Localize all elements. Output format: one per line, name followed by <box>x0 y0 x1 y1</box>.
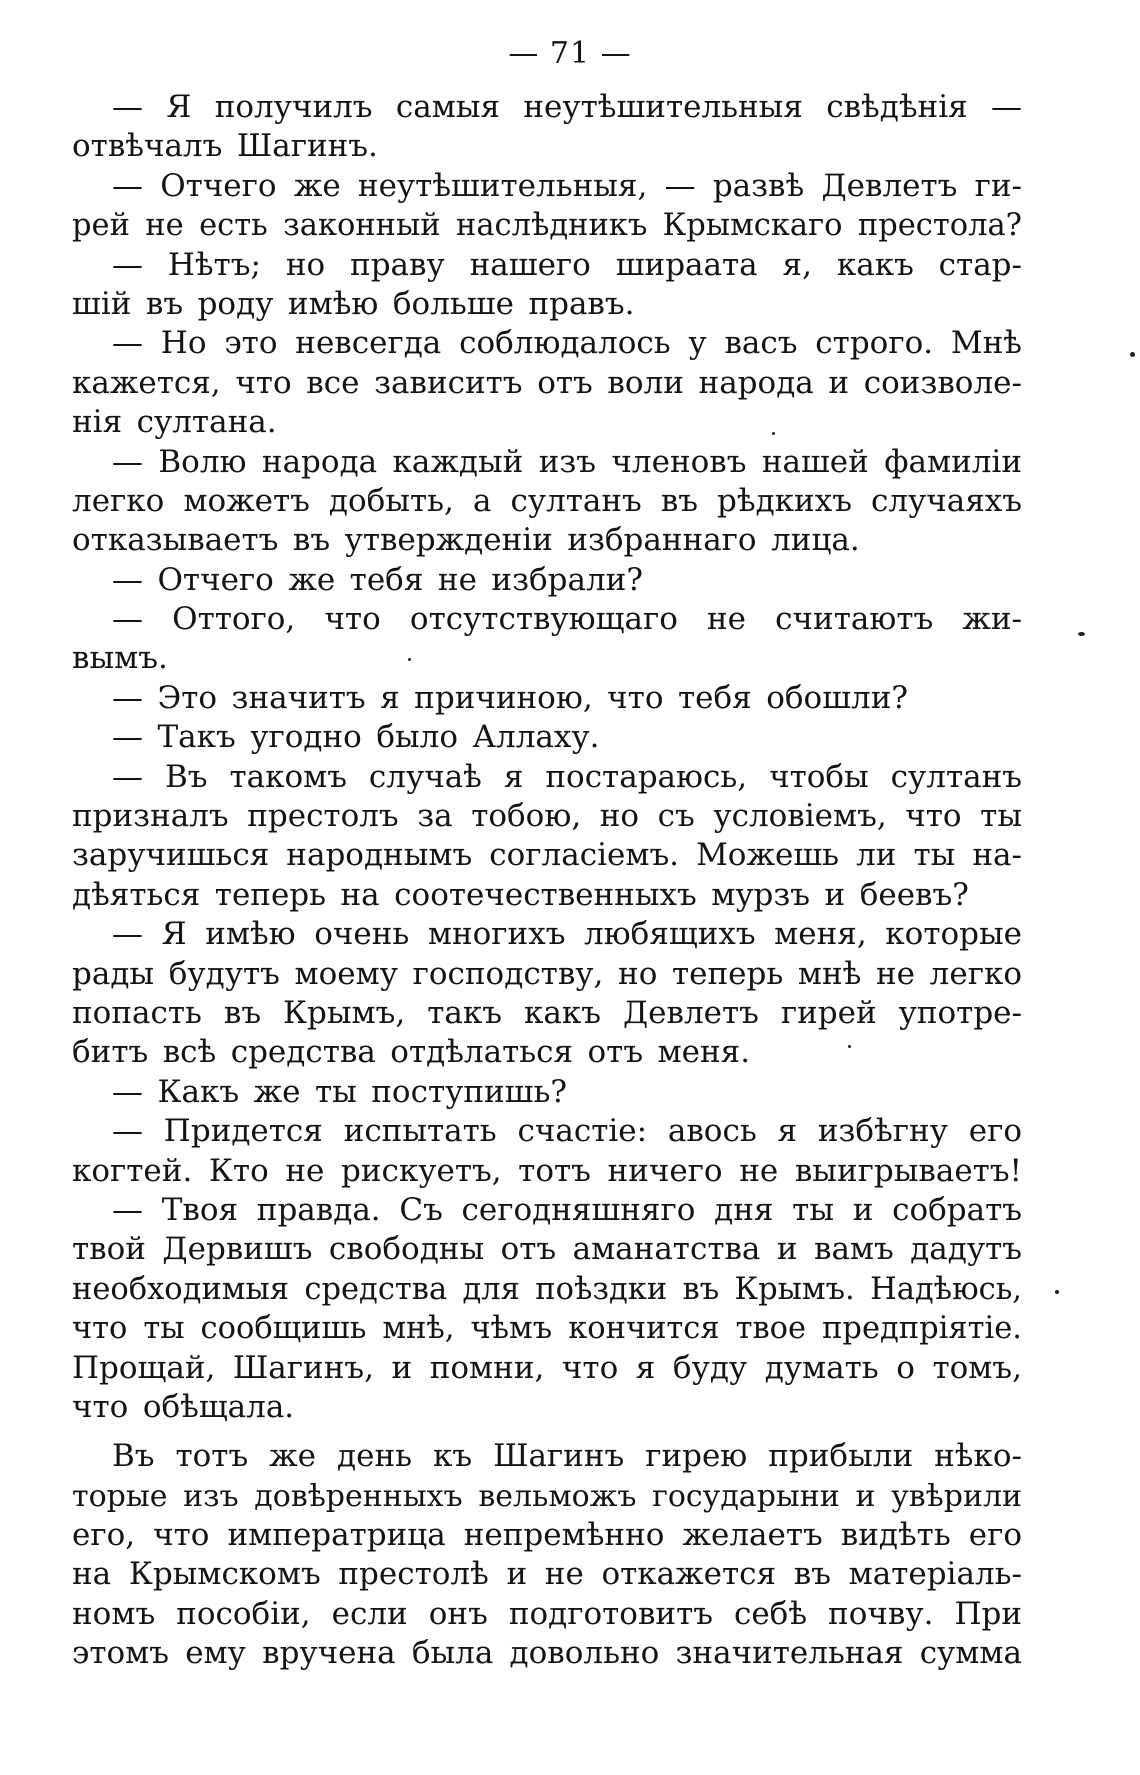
scan-speck <box>408 658 411 661</box>
text-line: заручишься народнымъ согласіемъ. Можешь ли ты на- <box>72 837 1022 874</box>
text-line: на Крымскомъ престолѣ и не откажется въ матеріаль- <box>72 1556 1022 1593</box>
text-line: его, что императрица непремѣнно желаетъ видѣть его <box>72 1517 1022 1554</box>
text-line: отвѣчалъ Шагинъ. <box>72 128 378 165</box>
text-line: что ты сообщишь мнѣ, чѣмъ кончится твое предпріятіе. <box>72 1311 1022 1347</box>
text-line: твой Дервишъ свободны отъ аманатства и вамъ дадутъ <box>72 1231 1022 1268</box>
text-line: битъ всѣ средства отдѣлаться отъ меня. <box>72 1034 751 1071</box>
text-line: номъ пособіи, если онъ подготовитъ себѣ почву. При <box>72 1595 1022 1632</box>
scan-speck <box>1055 1290 1059 1294</box>
body-text <box>72 88 1022 1674</box>
text-line: попасть въ Крымъ, такъ какъ Девлетъ гирей употре- <box>72 994 1022 1031</box>
text-line: что обѣщала. <box>72 1388 295 1425</box>
text-line: — Какъ же ты поступишь? <box>112 1073 567 1110</box>
text-line: — Оттого, что отсутствующаго не считаютъ жи- <box>112 601 1022 638</box>
text-line: — Отчего же неутѣшительныя, — развѣ Девлетъ ги- <box>112 167 1022 204</box>
text-line: торые изъ довѣренныхъ вельможъ государыни и увѣрили <box>72 1478 1022 1514</box>
text-line: вымъ. <box>72 640 168 677</box>
text-line: дѣяться теперь на соотечественныхъ мурзъ и беевъ? <box>72 876 969 913</box>
text-line: шій въ роду имѣю больше правъ. <box>72 285 635 322</box>
paragraph-gap <box>72 1427 1022 1437</box>
text-line: этомъ ему вручена была довольно значительная сумма <box>72 1635 1022 1672</box>
text-line: — Отчего же тебя не избрали? <box>112 561 643 598</box>
text-line: — Придется испытать счастіе: авось я избѣгну его <box>112 1113 1022 1150</box>
scan-speck <box>772 432 775 435</box>
text-line: призналъ престолъ за тобою, но съ условіемъ, что ты <box>72 798 1022 835</box>
text-line: — Такъ угодно было Аллаху. <box>112 719 600 756</box>
text-line: кажется, что все зависитъ отъ воли народа и соизволе- <box>72 364 1022 401</box>
text-line: Прощай, Шагинъ, и помни, что я буду думать о томъ, <box>72 1349 1022 1386</box>
page-number: — 71 — <box>508 36 632 71</box>
text-line: легко можетъ добыть, а султанъ въ рѣдкихъ случаяхъ <box>72 482 1022 519</box>
text-line: отказываетъ въ утвержденіи избраннаго лица. <box>72 522 860 559</box>
text-line: — Это значитъ я причиною, что тебя обошли? <box>112 679 909 716</box>
text-line: — Я имѣю очень многихъ любящихъ меня, которые <box>112 916 1022 953</box>
text-line: рей не есть законный наслѣдникъ Крымскаго престола? <box>72 208 1022 244</box>
text-line: Въ тотъ же день къ Шагинъ гирею прибыли нѣко- <box>112 1438 1022 1475</box>
text-line: — Твоя правда. Съ сегодняшняго дня ты и собратъ <box>112 1191 1022 1228</box>
text-line: нія султана. <box>72 404 277 441</box>
text-line: рады будутъ моему господству, но теперь мнѣ не легко <box>72 955 1022 992</box>
text-line: — Но это невсегда соблюдалось у васъ строго. Мнѣ <box>112 325 1022 362</box>
scan-speck <box>1078 632 1085 636</box>
text-line: когтей. Кто не рискуетъ, тотъ ничего не выигрываетъ! <box>72 1152 1022 1189</box>
text-line: — Волю народа каждый изъ членовъ нашей фамиліи <box>112 443 1022 480</box>
scan-speck <box>1130 352 1135 357</box>
text-line: необходимыя средства для поѣздки въ Крымъ. Надѣюсь, <box>72 1271 1022 1307</box>
scan-speck <box>848 1045 851 1048</box>
text-line: — Нѣтъ; но праву нашего шираата я, какъ стар- <box>112 246 1022 283</box>
text-line: — Въ такомъ случаѣ я постараюсь, чтобы султанъ <box>112 758 1022 795</box>
text-line: — Я получилъ самыя неутѣшительныя свѣдѣнія — <box>112 89 1022 125</box>
